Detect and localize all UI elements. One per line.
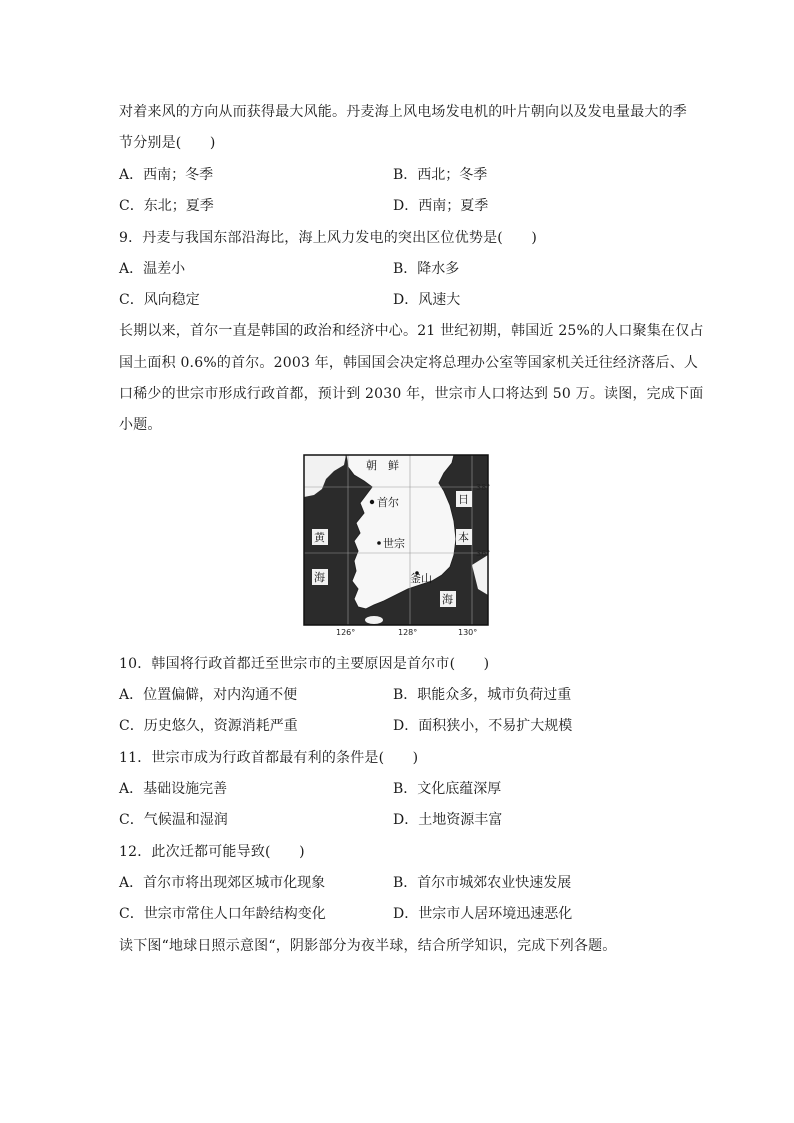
korea-map (304, 455, 491, 637)
q10-option-b: B．职能众多，城市负荷过重 (393, 687, 572, 703)
label-north-korea: 朝 鲜 (366, 459, 399, 472)
q12-option-c: C．世宗市常住人口年龄结构变化 (119, 906, 326, 922)
q11-option-d: D．土地资源丰富 (393, 812, 503, 828)
lat-36-label: 36° (476, 549, 491, 558)
q12-option-a: A．首尔市将出现郊区城市化现象 (119, 875, 326, 891)
q10-stem: 10．韩国将行政首都迁至世宗市的主要原因是首尔市( ) (119, 656, 490, 672)
q8-stem-line-1: 对着来风的方向从而获得最大风能。丹麦海上风电场发电机的叶片朝向以及发电量最大的季 (119, 104, 687, 120)
q9-option-d: D．风速大 (393, 292, 461, 308)
passage-line-2: 国土面积 0.6%的首尔。2003 年，韩国国会决定将总理办公室等国家机关迁往经济落后、人 (119, 355, 699, 371)
q9-option-c: C．风向稳定 (119, 292, 200, 308)
q12-stem: 12．此次迁都可能导致( ) (119, 844, 305, 860)
seoul-dot (370, 500, 374, 504)
q10-option-a: A．位置偏僻，对内沟通不便 (119, 687, 298, 703)
q11-option-a: A．基础设施完善 (119, 781, 228, 797)
passage-line-1: 长期以来，首尔一直是韩国的政治和经济中心。21 世纪初期，韩国近 25%的人口聚集在仅占 (119, 323, 704, 339)
q9-option-a: A．温差小 (119, 261, 186, 277)
jeju-island (365, 616, 383, 624)
lon-126-label: 126° (336, 628, 356, 637)
korea-map-svg (304, 455, 491, 637)
q11-option-c: C．气候温和湿润 (119, 812, 228, 828)
q10-option-d: D．面积狭小，不易扩大规模 (393, 718, 573, 734)
q8-option-a: A．西南；冬季 (119, 167, 214, 183)
closing-instruction: 读下图“地球日照示意图“，阴影部分为夜半球，结合所学知识，完成下列各题。 (119, 938, 617, 954)
label-sejong: 世宗 (383, 537, 405, 550)
label-japan-sea-1: 日 (458, 493, 469, 506)
label-yellow-sea-2: 海 (314, 571, 325, 584)
q11-stem: 11．世宗市成为行政首都最有利的条件是( ) (119, 750, 419, 766)
passage-line-3: 口稀少的世宗市形成行政首都，预计到 2030 年，世宗市人口将达到 50 万。读图，完成下面 (119, 386, 704, 402)
label-japan-sea-3: 海 (442, 593, 453, 606)
lat-38-label: 38° (476, 483, 491, 492)
passage-line-4: 小题。 (119, 417, 162, 433)
label-busan: 釜山 (410, 572, 432, 585)
label-japan-sea-2: 本 (458, 531, 469, 544)
q10-option-c: C．历史悠久，资源消耗严重 (119, 718, 298, 734)
sejong-dot (377, 541, 381, 545)
label-seoul: 首尔 (377, 496, 399, 509)
label-yellow-sea-1: 黄 (314, 531, 325, 544)
q8-option-d: D．西南；夏季 (393, 198, 489, 214)
q8-option-b: B．西北；冬季 (393, 167, 488, 183)
q12-option-d: D．世宗市人居环境迅速恶化 (393, 906, 573, 922)
q9-stem: 9．丹麦与我国东部沿海比，海上风力发电的突出区位优势是( ) (119, 230, 538, 246)
lon-128-label: 128° (398, 628, 418, 637)
q11-option-b: B．文化底蕴深厚 (393, 781, 502, 797)
q8-stem-line-2: 节分别是( ) (119, 135, 216, 151)
q8-option-c: C．东北；夏季 (119, 198, 214, 214)
q9-option-b: B．降水多 (393, 261, 460, 277)
q12-option-b: B．首尔市城郊农业快速发展 (393, 875, 572, 891)
lon-130-label: 130° (458, 628, 478, 637)
